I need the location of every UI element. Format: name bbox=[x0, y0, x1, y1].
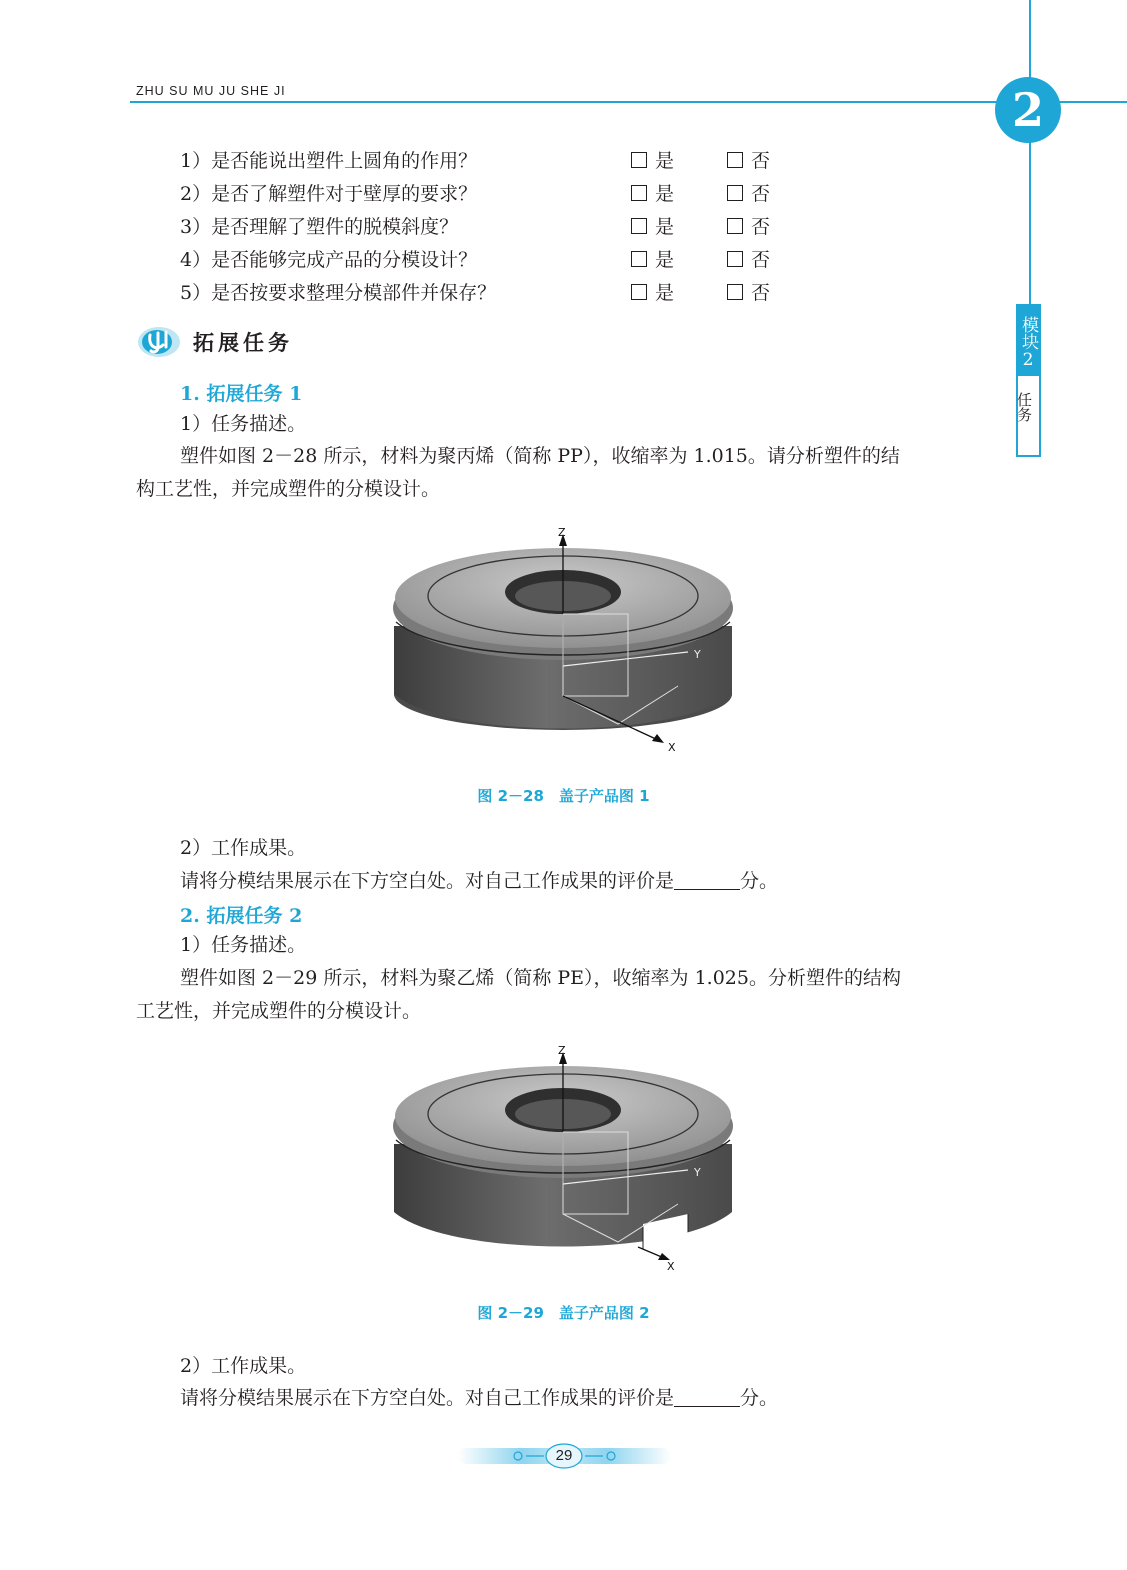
chapter-number-badge: 2 bbox=[995, 77, 1061, 143]
axis-z-label: Z bbox=[558, 1044, 566, 1057]
task1-desc-line1: 塑件如图 2－28 所示，材料为聚丙烯（简称 PP），收缩率为 1.015。请分析塑件的结 bbox=[180, 445, 900, 467]
task2-heading: 2. 拓展任务 2 bbox=[180, 905, 303, 927]
task1-result-line bbox=[180, 869, 778, 893]
checkbox[interactable] bbox=[631, 185, 647, 201]
figure-caption-1: 图 2－28 盖子产品图 1 bbox=[477, 787, 650, 805]
task2-desc-label: 1）任务描述。 bbox=[180, 934, 307, 956]
yes-label: 是 bbox=[655, 150, 675, 172]
yes-label: 是 bbox=[655, 183, 675, 205]
cap-product-figure-2 bbox=[388, 1044, 738, 1284]
no-label: 否 bbox=[751, 183, 771, 205]
check-yes-option[interactable] bbox=[631, 281, 674, 305]
yes-label: 是 bbox=[655, 216, 675, 238]
task1-desc-label: 1）任务描述。 bbox=[180, 413, 307, 435]
checkbox[interactable] bbox=[631, 218, 647, 234]
checkbox[interactable] bbox=[631, 284, 647, 300]
check-question: 2）是否了解塑件对于壁厚的要求？ bbox=[180, 183, 478, 205]
check-no-option[interactable] bbox=[727, 182, 770, 206]
header-rule bbox=[130, 101, 1127, 103]
check-no-option[interactable] bbox=[727, 149, 770, 173]
task1-result-suffix: 分。 bbox=[740, 870, 779, 892]
side-tab-task-label: 任务 bbox=[1015, 392, 1033, 422]
yes-label: 是 bbox=[655, 282, 675, 304]
no-label: 否 bbox=[751, 249, 771, 271]
check-yes-option[interactable] bbox=[631, 215, 674, 239]
axis-y-label: Y bbox=[694, 1166, 701, 1179]
task2-desc-line2: 工艺性，并完成塑件的分模设计。 bbox=[136, 1000, 422, 1022]
task2-result-suffix: 分。 bbox=[740, 1387, 779, 1409]
axis-z-label: Z bbox=[558, 526, 566, 539]
no-label: 否 bbox=[751, 282, 771, 304]
module-side-tab bbox=[1016, 304, 1041, 457]
side-tab-module-label: 模块2 bbox=[1018, 306, 1039, 376]
check-no-option[interactable] bbox=[727, 215, 770, 239]
check-no-option[interactable] bbox=[727, 248, 770, 272]
section-title: 拓展任务 bbox=[193, 331, 293, 355]
figure-caption-2: 图 2－29 盖子产品图 2 bbox=[477, 1304, 650, 1322]
check-no-option[interactable] bbox=[727, 281, 770, 305]
check-question: 4）是否能够完成产品的分模设计？ bbox=[180, 249, 478, 271]
checkbox[interactable] bbox=[631, 152, 647, 168]
running-header: ZHU SU MU JU SHE JI bbox=[136, 84, 286, 98]
checkbox[interactable] bbox=[631, 251, 647, 267]
cap-product-figure-1 bbox=[388, 526, 738, 766]
margin-rule bbox=[1029, 0, 1031, 306]
axis-x-label: X bbox=[668, 741, 676, 754]
score-blank[interactable] bbox=[674, 870, 740, 890]
check-question: 1）是否能说出塑件上圆角的作用？ bbox=[180, 150, 478, 172]
task1-result-text: 请将分模结果展示在下方空白处。对自己工作成果的评价是 bbox=[180, 870, 675, 892]
check-question: 3）是否理解了塑件的脱模斜度？ bbox=[180, 216, 459, 238]
check-yes-option[interactable] bbox=[631, 182, 674, 206]
score-blank[interactable] bbox=[674, 1387, 740, 1407]
checkbox[interactable] bbox=[727, 284, 743, 300]
task1-result-label: 2）工作成果。 bbox=[180, 837, 307, 859]
yes-label: 是 bbox=[655, 249, 675, 271]
check-yes-option[interactable] bbox=[631, 248, 674, 272]
axis-y-label: Y bbox=[694, 648, 701, 661]
page-number: 29 bbox=[555, 1447, 573, 1464]
task2-desc-line1: 塑件如图 2－29 所示，材料为聚乙烯（简称 PE），收缩率为 1.025。分析塑件的结构 bbox=[180, 967, 901, 989]
task2-result-line bbox=[180, 1386, 778, 1410]
axis-x-label: X bbox=[667, 1260, 675, 1273]
no-label: 否 bbox=[751, 150, 771, 172]
task2-result-text: 请将分模结果展示在下方空白处。对自己工作成果的评价是 bbox=[180, 1387, 675, 1409]
section-logo-icon bbox=[137, 325, 181, 359]
task2-result-label: 2）工作成果。 bbox=[180, 1355, 307, 1377]
check-question: 5）是否按要求整理分模部件并保存？ bbox=[180, 282, 497, 304]
task1-desc-line2: 构工艺性，并完成塑件的分模设计。 bbox=[136, 478, 441, 500]
checkbox[interactable] bbox=[727, 185, 743, 201]
no-label: 否 bbox=[751, 216, 771, 238]
checkbox[interactable] bbox=[727, 152, 743, 168]
check-yes-option[interactable] bbox=[631, 149, 674, 173]
task1-heading: 1. 拓展任务 1 bbox=[180, 383, 303, 405]
checkbox[interactable] bbox=[727, 218, 743, 234]
checkbox[interactable] bbox=[727, 251, 743, 267]
